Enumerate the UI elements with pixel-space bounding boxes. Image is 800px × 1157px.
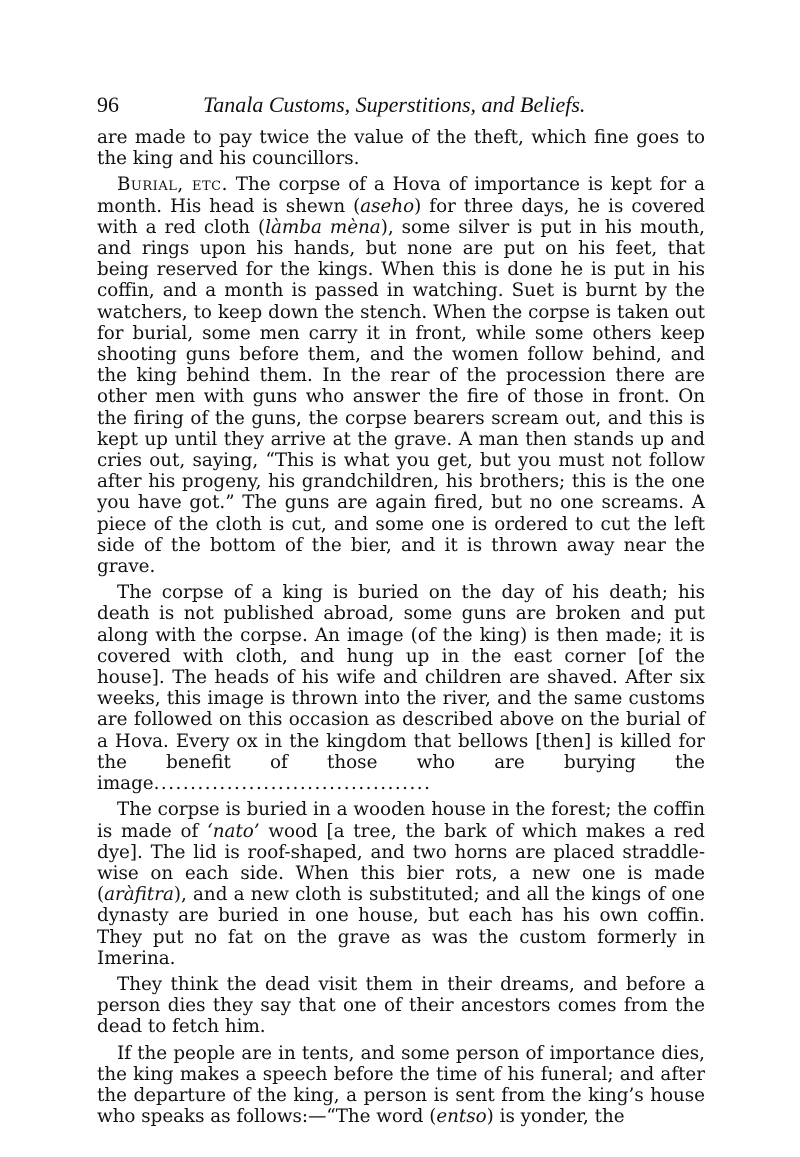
paragraph-dreams bbox=[97, 974, 705, 1038]
native-term-aseho: aseho bbox=[360, 195, 415, 217]
native-term-entso: entso bbox=[436, 1106, 487, 1128]
dotted-leader: ...................................... bbox=[153, 773, 432, 795]
paragraph-text: wood [a tree, the bark of which makes a red dye]. The lid is roof-shaped, and two horns are placed straddle-wise on each side. When this bier rots, a new one is made ( bbox=[97, 820, 705, 906]
native-term-nato: ‘nato’ bbox=[206, 820, 260, 842]
native-term-lamba-mena: làmba mèna bbox=[265, 216, 381, 238]
paragraph-text: The corpse of a king is buried on the day of his death; his death is not published abroad, some guns are broken and put along with the corpse. An image (of the king) is then made; it is covered with cloth, and hung up in the east corner [of the house]. The heads of his wife and children are shaved. After six weeks, this image is thrown into the river, and the same customs are followed on this occasion as described above on the burial of a Hova. Every ox in the kingdom that bellows [then] is killed for the benefit of those who are burying the image bbox=[97, 582, 705, 795]
paragraph-text: ) is yonder, the bbox=[486, 1106, 625, 1128]
body-text bbox=[97, 127, 705, 1127]
paragraph-text: The corpse of a Hova of importance is kept for a month. His head is shewn ( bbox=[97, 174, 705, 217]
book-page bbox=[97, 92, 705, 1127]
section-heading-burial: Burial, etc. bbox=[117, 174, 228, 196]
paragraph-burial-hova bbox=[97, 174, 705, 577]
paragraph-wooden-house bbox=[97, 799, 705, 969]
page-header bbox=[97, 92, 705, 122]
paragraph-text: ), and a new cloth is substituted; and all the kings of one dynasty are buried in one house, but each has his own coffin. They put no fat on the grave as was the custom formerly in Imerina. bbox=[97, 884, 705, 969]
page-number: 96 bbox=[97, 92, 119, 117]
paragraph-text: are made to pay twice the value of the theft, which fine goes to the king and his councillors. bbox=[97, 127, 705, 170]
paragraph-text: If the people are in tents, and some person of importance dies, the king makes a speech before the time of his funeral; and after the departure of the king, a person is sent from the king’s house who speaks as follows:—“The word ( bbox=[97, 1042, 705, 1128]
paragraph-theft-fine bbox=[97, 127, 705, 169]
running-title: Tanala Customs, Superstitions, and Beliefs. bbox=[203, 92, 586, 117]
native-term-arafitra: aràfitra bbox=[104, 884, 174, 906]
paragraph-burial-king bbox=[97, 582, 705, 794]
paragraph-text: The corpse is buried in a wooden house in the forest; the coffin is made of bbox=[97, 799, 705, 842]
paragraph-text: ) for three days, he is covered with a red cloth ( bbox=[97, 195, 705, 238]
paragraph-text: They think the dead visit them in their dreams, and before a person dies they say that one of their ancestors comes from the dead to fetch him. bbox=[97, 973, 705, 1038]
paragraph-text: ), some silver is put in his mouth, and rings upon his hands, but none are put on his feet, that being reserved for the kings. When this is done he is put in his coffin, and a month is passed in watching. Suet is burnt by the watchers, to keep down the stench. When the corpse is taken out for burial, some men carry it in front, while some others keep shooting guns before them, and the women follow behind, and the king behind them. In the rear of the procession there are other men with guns who answer the fire of those in front. On the firing of the guns, the corpse bearers scream out, and this is kept up until they arrive at the grave. A man then stands up and cries out, saying, “This is what you get, but you must not follow after his progeny, his grandchildren, his brothers; this is the one you have got.” The guns are again fired, but no one screams. A piece of the cloth is cut, and some one is ordered to cut the left side of the bottom of the bier, and it is thrown away near the grave. bbox=[97, 216, 705, 578]
paragraph-tents bbox=[97, 1043, 705, 1128]
